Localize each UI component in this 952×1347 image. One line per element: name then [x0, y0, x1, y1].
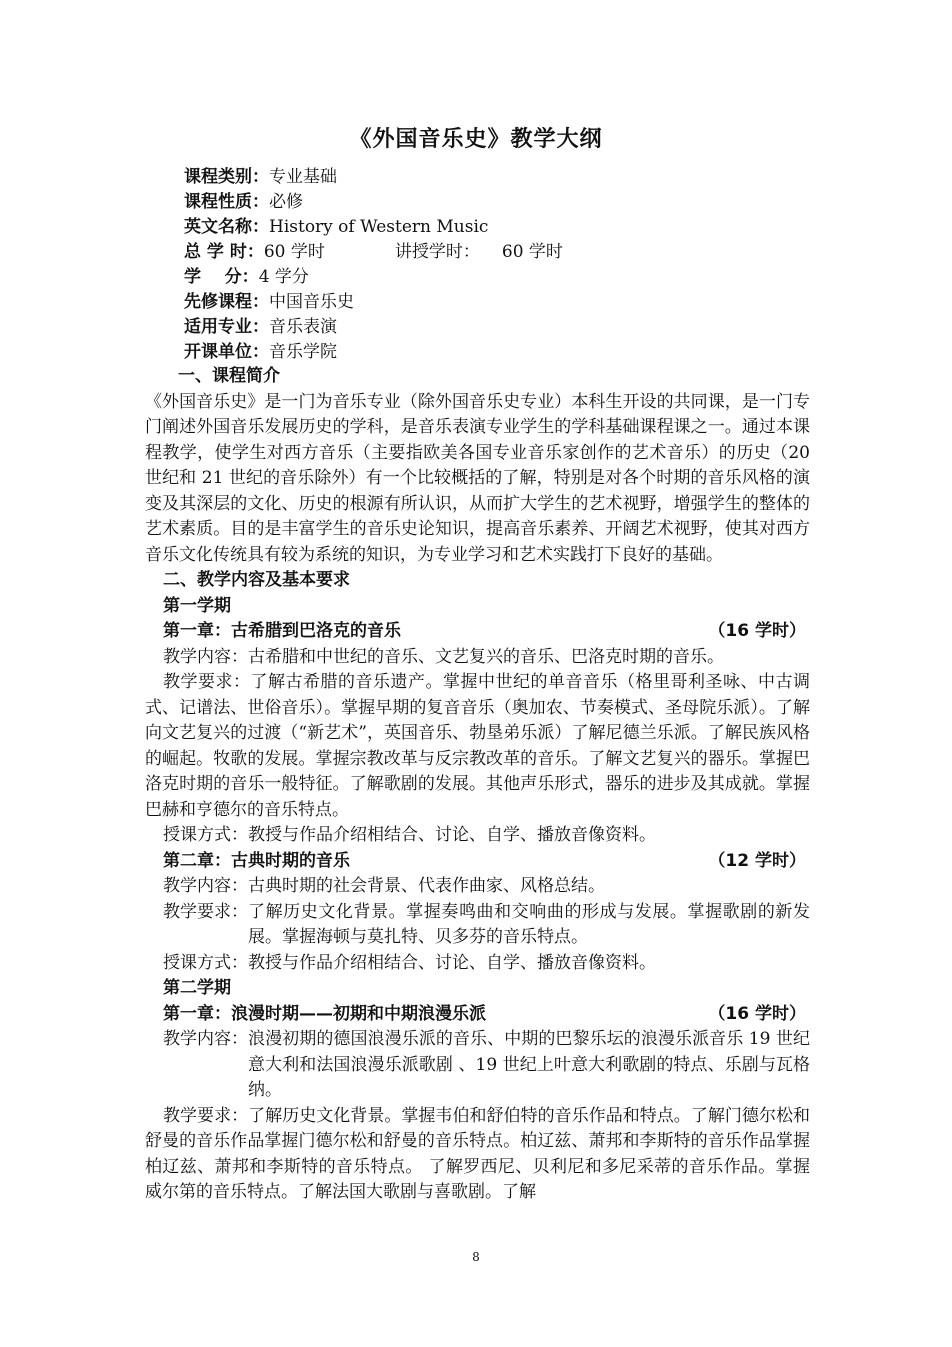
chapter-content: 教学内容：古典时期的社会背景、代表作曲家、风格总结。	[163, 876, 605, 896]
intro-paragraph: 《外国音乐史》是一门为音乐专业（除外国音乐史专业）本科生开设的共同课，是一门专门阐述外国音乐发展历史的学科，是音乐表演专业学生的学科基础课程课之一。通过本课程教学，使学生对西方音乐（主要指欧美各国专业音乐家创作的艺术音乐）的历史（20 世纪和 21 世纪的音乐除外）有一个比较概括的了解，特别是对各个时期的音乐风格的演变及其深层的文化、历史的根源有所认识，从而扩大学生的艺术视野，增强学生的整体的艺术素质。目的是丰富学生的音乐史论知识，提高音乐素养、开阔艺术视野，使其对西方音乐文化传统具有较为系统的知识，为专业学习和艺术实践打下良好的基础。	[145, 391, 810, 565]
term-heading-2: 第二学期	[163, 978, 231, 998]
meta-key: 先修课程：	[184, 292, 269, 312]
chapter-content	[145, 1027, 810, 1104]
chapter-requirements	[145, 900, 810, 951]
meta-value: 音乐学院	[269, 342, 337, 362]
meta-value-lecture: 60 学时	[501, 242, 563, 262]
chapter-method: 授课方式：教授与作品介绍相结合、讨论、自学、播放音像资料。	[163, 825, 656, 845]
meta-value: 专业基础	[269, 167, 337, 187]
page-number: 8	[472, 1250, 480, 1264]
meta-row-category	[184, 165, 563, 190]
term-heading-1: 第一学期	[163, 595, 231, 616]
meta-key: 英文名称：	[184, 217, 269, 237]
meta-value: 中国音乐史	[269, 292, 354, 312]
requirements-label: 教学要求：	[163, 901, 248, 922]
chapter-hours: （12 学时）	[708, 850, 806, 871]
meta-row-major	[184, 315, 563, 340]
document-title: 《外国音乐史》教学大纲	[349, 127, 603, 152]
meta-row-hours	[184, 240, 563, 265]
chapter-title: 第一章：古希腊到巴洛克的音乐	[163, 621, 401, 641]
chapter-heading	[145, 619, 810, 645]
chapter-hours: （16 学时）	[708, 621, 806, 641]
chapter-requirements: 教学要求：了解历史文化背景。掌握韦伯和舒伯特的音乐作品和特点。了解门德尔松和舒曼的音乐作品掌握门德尔松和舒曼的音乐特点。柏辽兹、萧邦和李斯特的音乐作品掌握柏辽兹、萧邦和李斯特的音乐特点。 了解罗西尼、贝利尼和多尼采蒂的音乐作品。掌握威尔第的音乐特点。了解法国大歌剧与喜歌剧。了解	[145, 1105, 810, 1202]
meta-key: 学 分：	[184, 267, 259, 287]
meta-key: 课程性质：	[184, 192, 269, 212]
chapter-requirements: 教学要求：了解古希腊的音乐遗产。掌握中世纪的单音音乐（格里哥利圣咏、中古调式、记谱法、世俗音乐）。掌握早期的复音音乐（奥加农、节奏模式、圣母院乐派）。了解向文艺复兴的过渡（“新艺术”，英国音乐、勃垦弟乐派）了解尼德兰乐派。了解民族风格的崛起。牧歌的发展。掌握宗教改革与反宗教改革的音乐。了解文艺复兴的器乐。掌握巴洛克时期的音乐一般特征。了解歌剧的发展。其他声乐形式，器乐的进步及其成就。掌握巴赫和亨德尔的音乐特点。	[145, 672, 810, 820]
chapter-title: 第二章：古典时期的音乐	[163, 850, 350, 871]
meta-row-nature	[184, 190, 563, 215]
meta-value: 4 学分	[258, 267, 309, 287]
section-heading-intro: 一、课程简介	[178, 366, 280, 386]
chapter-hours: （16 学时）	[708, 1003, 806, 1024]
content-text: 浪漫初期的德国浪漫乐派的音乐、中期的巴黎乐坛的浪漫乐派音乐 19 世纪意大利和法国浪漫乐派歌剧 、19 世纪上叶意大利歌剧的特点、乐剧与瓦格纳。	[248, 1029, 810, 1100]
chapter-content: 教学内容：古希腊和中世纪的音乐、文艺复兴的音乐、巴洛克时期的音乐。	[163, 646, 724, 667]
meta-value: 60 学时	[263, 242, 325, 262]
requirements-text: 了解历史文化背景。掌握奏鸣曲和交响曲的形成与发展。掌握歌剧的新发展。掌握海顿与莫扎特、贝多芬的音乐特点。	[248, 901, 810, 947]
meta-value: 必修	[269, 192, 303, 212]
course-meta	[184, 165, 563, 365]
meta-key-lecture: 讲授学时：	[394, 242, 480, 262]
section-heading-content: 二、教学内容及基本要求	[163, 570, 350, 590]
meta-row-unit	[184, 340, 563, 365]
meta-row-prereq	[184, 290, 563, 315]
content-label: 教学内容：	[163, 1029, 248, 1049]
meta-row-english	[184, 215, 563, 240]
meta-row-credit	[184, 265, 563, 290]
meta-value: 音乐表演	[269, 317, 337, 337]
meta-value: History of Western Music	[269, 217, 489, 237]
chapter-title: 第一章：浪漫时期——初期和中期浪漫乐派	[163, 1003, 486, 1024]
document-body	[145, 364, 810, 1206]
chapter-heading	[145, 1002, 810, 1028]
meta-key: 开课单位：	[184, 342, 269, 362]
meta-key: 课程类别：	[184, 167, 269, 187]
chapter-heading	[145, 849, 810, 875]
chapter-method: 授课方式：教授与作品介绍相结合、讨论、自学、播放音像资料。	[163, 952, 656, 973]
meta-key: 总 学 时：	[184, 242, 264, 262]
meta-key: 适用专业：	[184, 317, 269, 337]
